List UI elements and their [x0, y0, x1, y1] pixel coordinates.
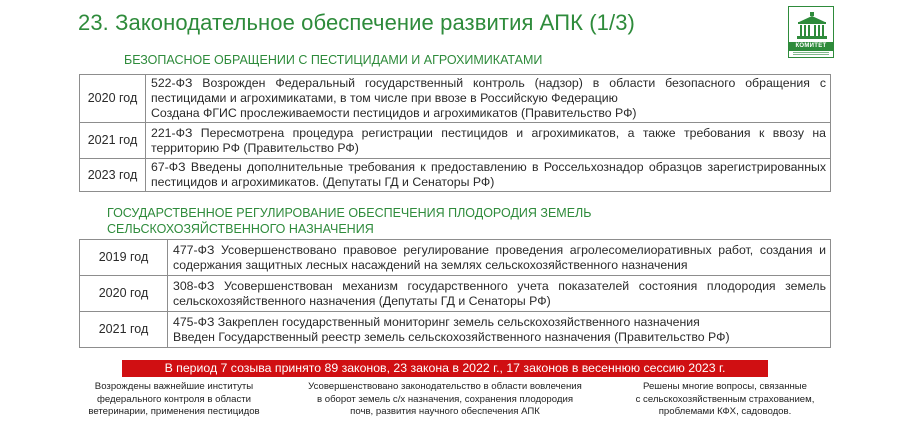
pesticides-law-table [79, 74, 831, 192]
row-year: 2019 год [80, 240, 168, 276]
summary-banner: В период 7 созыва принято 89 законов, 23 закона в 2022 г., 17 законов в весеннюю сессию 2023 г. [122, 360, 768, 377]
committee-logo [788, 6, 834, 58]
summary-line: Возрождены важнейшие институты [94, 381, 254, 392]
summary-line: ветеринарии, применения пестицидов [88, 406, 260, 417]
table-row [80, 159, 831, 192]
building-icon [795, 11, 829, 41]
row-line: 475-ФЗ Закреплен государственный мониторинг земель сельскохозяйственного назначения [173, 314, 700, 329]
row-line: 522-ФЗ Возрожден Федеральный государственный контроль (надзор) в области безопасного обращения с пестицидами и агрохимикатами, в том числе при ввозе в Российскую Федерацию [151, 76, 826, 105]
logo-lines [793, 52, 829, 57]
table-row [80, 312, 831, 348]
table-row [80, 75, 831, 123]
row-description [146, 75, 831, 123]
row-year: 2020 год [80, 276, 168, 312]
section-heading-pesticides: БЕЗОПАСНОЕ ОБРАЩЕНИИ С ПЕСТИЦИДАМИ И АГРОХИМИКАТАМИ [124, 53, 543, 67]
row-line: 308-ФЗ Усовершенствован механизм государственного учета показателей состояния плодородия земель сельскохозяйственного назначения (Депутаты ГД и Сенаторы РФ) [173, 278, 826, 308]
table-row [80, 240, 831, 276]
row-line: Введен Государственный реестр земель сельскохозяйственного назначения (Правительство РФ) [173, 329, 730, 344]
table-row [80, 123, 831, 159]
summary-column-insurance [612, 381, 838, 419]
row-year: 2020 год [80, 75, 146, 123]
summary-line: почв, развития научного обеспечения АПК [350, 406, 540, 417]
row-line: 67-ФЗ Введены дополнительные требования к предоставлению в Россельхознадор образцов зарегистрированных пестицидов и агрохимикатов. (Депутаты ГД и Сенаторы РФ) [151, 160, 826, 189]
row-description [168, 276, 831, 312]
row-year: 2023 год [80, 159, 146, 192]
row-description [146, 159, 831, 192]
soil-fertility-law-table [79, 239, 831, 348]
summary-line: Решены многие вопросы, связанные [642, 381, 808, 392]
summary-column-veterinary [78, 381, 270, 419]
summary-line: федерального контроля в области [96, 393, 252, 405]
summary-line: в оборот земель с/х назначения, сохранения плодородия [316, 393, 574, 405]
row-year: 2021 год [80, 123, 146, 159]
row-line: 221-ФЗ Пересмотрена процедура регистрации пестицидов и агрохимикатов, а также требования к ввозу на территорию РФ (Правительство РФ) [151, 125, 826, 155]
logo-text: КОМИТЕТ [789, 42, 833, 51]
summary-line: с сельскохозяйственным страхованием, [635, 393, 815, 405]
summary-line: проблемами КФХ, садоводов. [658, 406, 792, 417]
table-row [80, 276, 831, 312]
row-description [168, 312, 831, 348]
row-line: 477-ФЗ Усовершенствовано правовое регулирование проведения агролесомелиоративных работ, создания и содержания защитных лесных насаждений на землях сельскохозяйственного назначения [173, 242, 826, 272]
summary-line: Усовершенствовано законодательство в области вовлечения [308, 381, 582, 392]
row-description [146, 123, 831, 159]
row-year: 2021 год [80, 312, 168, 348]
section-heading-soil-fertility: ГОСУДАРСТВЕННОЕ РЕГУЛИРОВАНИЕ ОБЕСПЕЧЕНИЯ ПЛОДОРОДИЯ ЗЕМЕЛЬ СЕЛЬСКОХОЗЯЙСТВЕННОГО НАЗНАЧЕНИЯ [107, 206, 592, 236]
row-description [168, 240, 831, 276]
summary-column-land [294, 381, 596, 419]
slide-title: 23. Законодательное обеспечение развития АПК (1/3) [78, 10, 635, 35]
row-line: Создана ФГИС прослеживаемости пестицидов и агрохимикатов (Правительство РФ) [151, 106, 637, 120]
